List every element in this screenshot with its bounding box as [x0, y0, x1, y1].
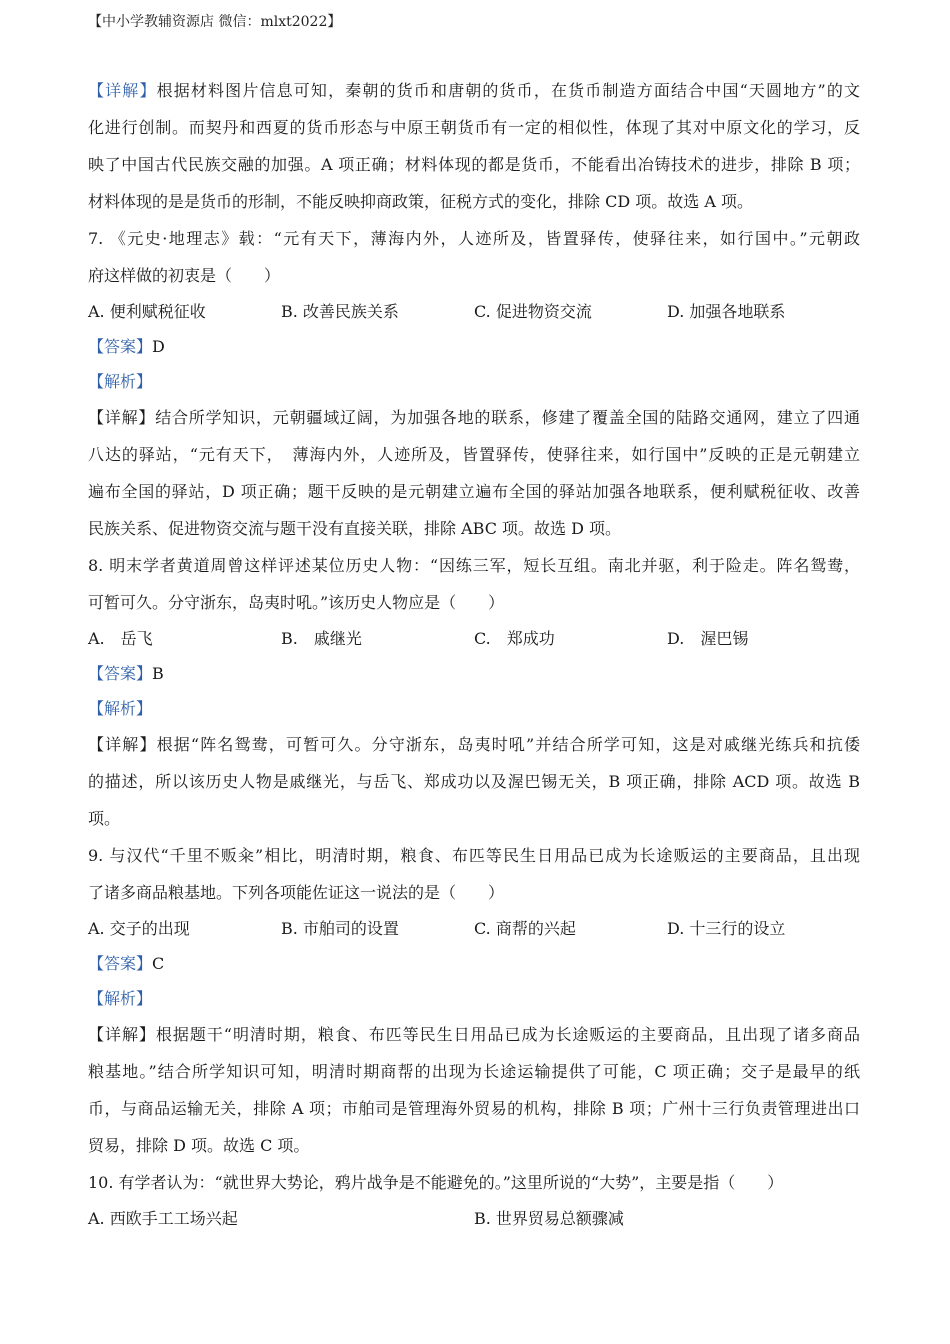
question-9: [88, 837, 860, 1164]
q6-detail: [88, 72, 860, 220]
answer-tag: 【答案】: [88, 664, 153, 683]
detail-line: 遍布全国的驿站，D 项正确；题干反映的是元朝建立遍布全国的驿站加强各地联系，便利赋税征收、改善: [88, 482, 860, 501]
answer-row: [88, 946, 860, 981]
answer-value: D: [152, 337, 165, 356]
analysis-tag: 【解析】: [88, 372, 153, 391]
detail-line: 民族关系、促进物资交流与题干没有直接关联，排除 ABC 项。故选 D 项。: [88, 519, 622, 538]
detail-line: 的描述，所以该历史人物是戚继光，与岳飞、郑成功以及渥巴锡无关，B 项正确，排除 ACD 项。故选 B: [88, 772, 860, 791]
page-header: 【中小学教辅资源店 微信：mlxt2022】: [88, 14, 342, 30]
detail-tag: 【详解】: [88, 408, 156, 427]
option-list: [88, 621, 860, 656]
analysis-tag: 【解析】: [88, 989, 153, 1008]
detail-line: 化进行创制。而契丹和西夏的货币形态与中原王朝货币有一定的相似性，体现了其对中原文化的学习，反: [88, 118, 860, 137]
question-stem-line: 10. 有学者认为：“就世界大势论，鸦片战争是不能避免的。”这里所说的“大势”，主要是指（ ）: [88, 1173, 784, 1192]
document-body: [88, 72, 860, 1236]
detail-tag: 【详解】: [88, 1025, 156, 1044]
option-c: C. 促进物资交流: [474, 302, 592, 321]
analysis-row: [88, 364, 860, 399]
option-b: B. 世界贸易总额骤减: [474, 1209, 624, 1228]
option-list: [88, 294, 860, 329]
option-d: D. 加强各地联系: [667, 302, 786, 321]
question-8: [88, 547, 860, 837]
analysis-row: [88, 981, 860, 1016]
answer-tag: 【答案】: [88, 337, 153, 356]
question-stem-line: 府这样做的初衷是（ ）: [88, 266, 281, 285]
option-a: A. 交子的出现: [88, 919, 190, 938]
option-list: [88, 1201, 860, 1236]
question-stem-line: 7. 《元史·地理志》载：“元有天下，薄海内外，人迹所及，皆置驿传，使驿往来，如行国中。”元朝政: [88, 229, 860, 248]
detail-tag: 【详解】: [88, 81, 157, 100]
question-10: [88, 1164, 860, 1236]
option-c: C. 商帮的兴起: [474, 919, 576, 938]
option-c: C. 郑成功: [474, 629, 555, 648]
detail-line: 贸易，排除 D 项。故选 C 项。: [88, 1136, 310, 1155]
answer-row: [88, 656, 860, 691]
analysis-row: [88, 691, 860, 726]
detail-line: 映了中国古代民族交融的加强。A 项正确；材料体现的都是货币，不能看出冶铸技术的进步，排除 B 项；: [88, 155, 860, 174]
question-stem-line: 可暂可久。分守浙东，岛夷时吼。”该历史人物应是（ ）: [88, 593, 505, 612]
question-stem-line: 了诸多商品粮基地。下列各项能佐证这一说法的是（ ）: [88, 883, 505, 902]
analysis-tag: 【解析】: [88, 699, 153, 718]
detail-line: 【详解】根据材料图片信息可知，秦朝的货币和唐朝的货币，在货币制造方面结合中国“天圆地方”的文: [88, 81, 860, 100]
detail-tag: 【详解】: [88, 735, 157, 754]
detail-line: 【详解】根据“阵名鸳鸯，可暂可久。分守浙东，岛夷时吼”并结合所学可知，这是对戚继光练兵和抗倭: [88, 735, 860, 754]
option-b: B. 改善民族关系: [281, 302, 399, 321]
option-b: B. 市舶司的设置: [281, 919, 399, 938]
detail-line: 八达的驿站，“元有天下， 薄海内外，人迹所及，皆置驿传，使驿往来，如行国中”反映的正是元朝建立: [88, 445, 860, 464]
detail-line: 【详解】根据题干“明清时期，粮食、布匹等民生日用品已成为长途贩运的主要商品，且出现了诸多商品: [88, 1025, 860, 1044]
detail-line: 粮基地。”结合所学知识可知，明清时期商帮的出现为长途运输提供了可能，C 项正确；交子是最早的纸: [88, 1062, 860, 1081]
detail-line: 材料体现的是是货币的形制，不能反映抑商政策，征税方式的变化，排除 CD 项。故选 A 项。: [88, 192, 753, 211]
option-list: [88, 911, 860, 946]
question-stem-line: 8. 明末学者黄道周曾这样评述某位历史人物：“因练三军，短长互组。南北并驱，利于险走。阵名鸳鸯，: [88, 556, 860, 575]
option-d: D. 渥巴锡: [667, 629, 749, 648]
answer-row: [88, 329, 860, 364]
option-a: A. 西欧手工工场兴起: [88, 1209, 238, 1228]
detail-line: 币，与商品运输无关，排除 A 项；市舶司是管理海外贸易的机构，排除 B 项；广州十三行负责管理进出口: [88, 1099, 860, 1118]
answer-value: C: [152, 954, 165, 973]
answer-value: B: [152, 664, 164, 683]
detail-line: 【详解】结合所学知识，元朝疆域辽阔，为加强各地的联系，修建了覆盖全国的陆路交通网，建立了四通: [88, 408, 860, 427]
option-b: B. 戚继光: [281, 629, 362, 648]
option-d: D. 十三行的设立: [667, 919, 786, 938]
question-7: [88, 220, 860, 547]
option-a: A. 便利赋税征收: [88, 302, 206, 321]
question-stem-line: 9. 与汉代“千里不贩籴”相比，明清时期，粮食、布匹等民生日用品已成为长途贩运的主要商品，且出现: [88, 846, 860, 865]
option-a: A. 岳飞: [88, 629, 153, 648]
detail-line: 项。: [88, 809, 121, 828]
answer-tag: 【答案】: [88, 954, 153, 973]
